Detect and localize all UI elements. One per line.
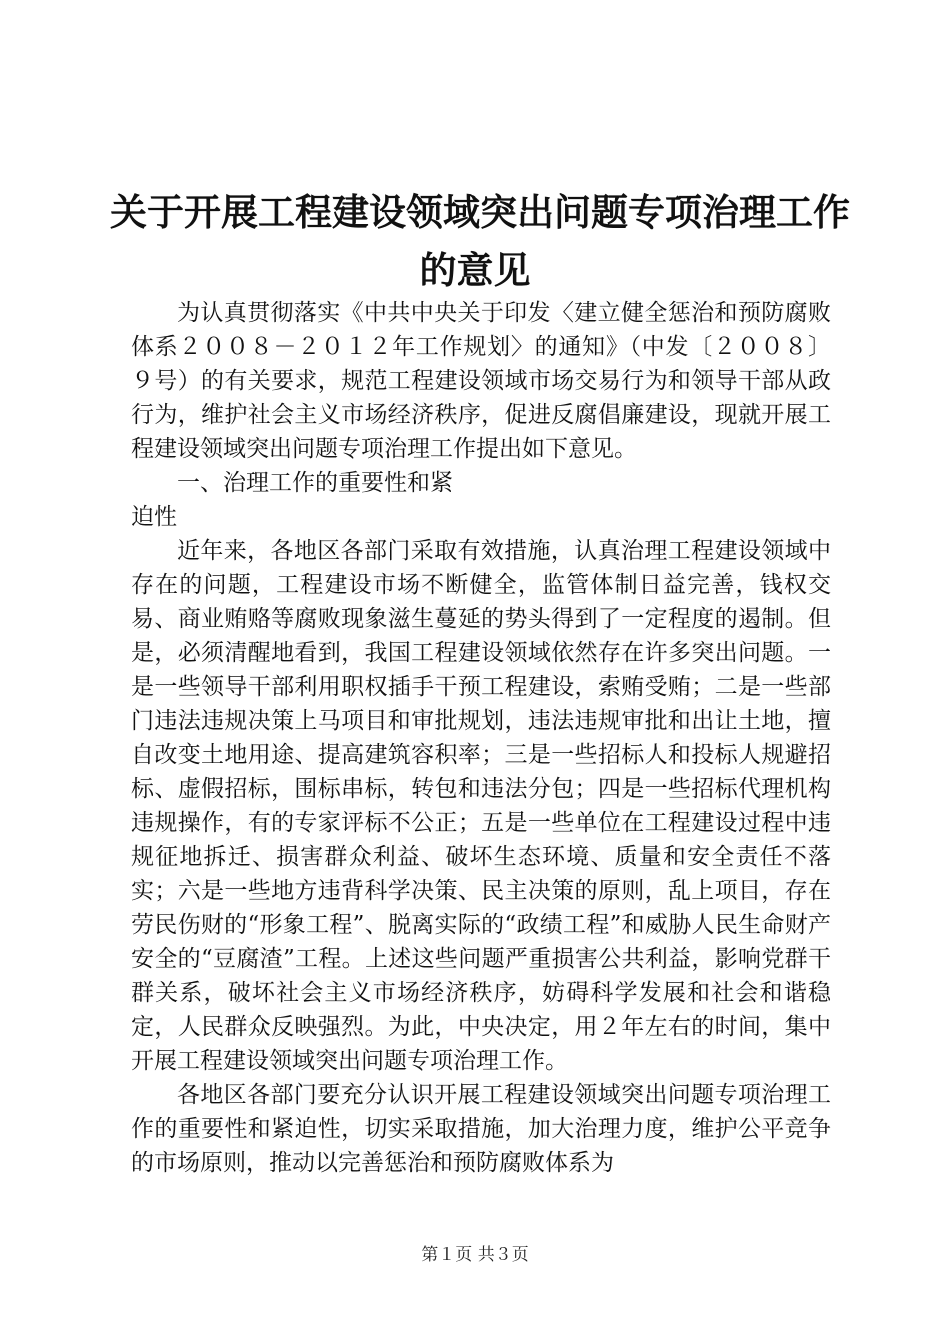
document-title-line-1: 关于开展工程建设领域突出问题专项治理工作: [110, 190, 850, 234]
document-body: [131, 296, 831, 1180]
body-paragraph: 近年来，各地区各部门采取有效措施，认真治理工程建设领域中存在的问题，工程建设市场不断健全，监管体制日益完善，钱权交易、商业贿赂等腐败现象滋生蔓延的势头得到了一定程度的遏制。但是，必须清醒地看到，我国工程建设领域依然存在许多突出问题。一是一些领导干部利用职权插手干预工程建设，索贿受贿；二是一些部门违法违规决策上马项目和审批规划，违法违规审批和出让土地，擅自改变土地用途、提高建筑容积率；三是一些招标人和投标人规避招标、虚假招标，围标串标，转包和违法分包；四是一些招标代理机构违规操作，有的专家评标不公正；五是一些单位在工程建设过程中违规征地拆迁、损害群众利益、破坏生态环境、质量和安全责任不落实；六是一些地方违背科学决策、民主决策的原则，乱上项目，存在劳民伤财的“形象工程”、脱离实际的“政绩工程”和威胁人民生命财产安全的“豆腐渣”工程。上述这些问题严重损害公共利益，影响党群干群关系，破坏社会主义市场经济秩序，妨碍科学发展和社会和谐稳定，人民群众反映强烈。为此，中央决定，用２年左右的时间，集中开展工程建设领域突出问题专项治理工作。: [131, 538, 831, 1074]
section-heading: 一、治理工作的重要性和紧迫性: [131, 470, 453, 530]
intro-paragraph: 为认真贯彻落实《中共中央关于印发〈建立健全惩治和预防腐败体系２００８－２０１２年工作规划〉的通知》（中发〔２００８〕９号）的有关要求，规范工程建设领域市场交易行为和领导干部从政行为，维护社会主义市场经济秩序，促进反腐倡廉建设，现就开展工程建设领域突出问题专项治理工作提出如下意见。: [131, 300, 831, 462]
page-footer: 第１页 共３页: [421, 1245, 529, 1265]
body-paragraph: 各地区各部门要充分认识开展工程建设领域突出问题专项治理工作的重要性和紧迫性，切实采取措施，加大治理力度，维护公平竞争的市场原则，推动以完善惩治和预防腐败体系为: [131, 1082, 831, 1176]
document-title-line-2: 的意见: [419, 248, 531, 292]
